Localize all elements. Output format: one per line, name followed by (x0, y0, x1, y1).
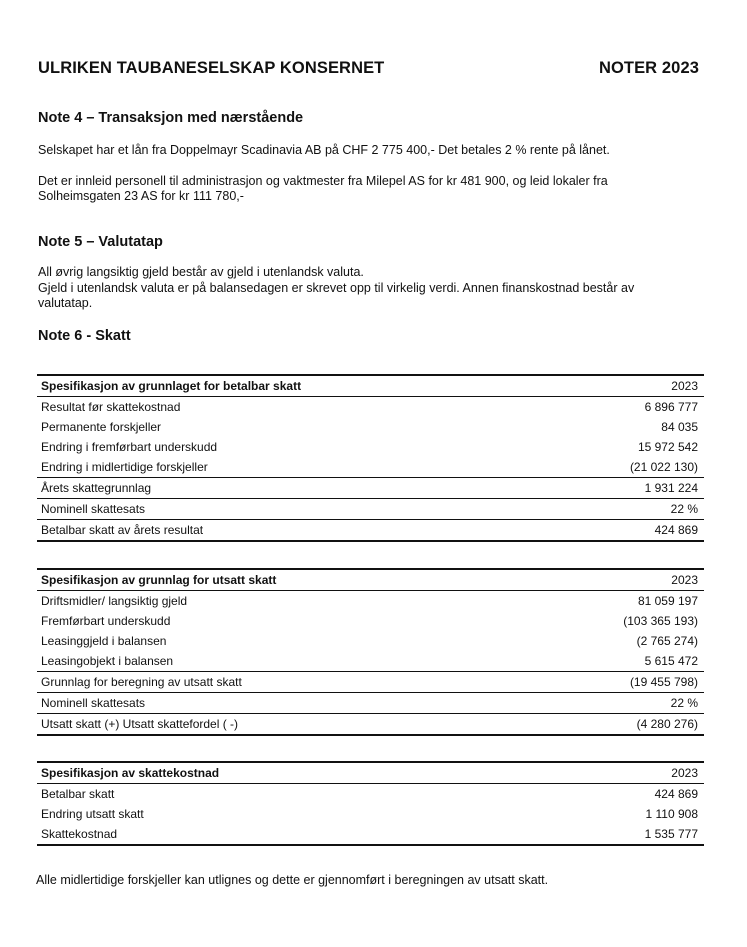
table-row (37, 693, 704, 714)
row-value: 424 869 (654, 787, 698, 801)
footer-note: Alle midlertidige forskjeller kan utlignes og dette er gjennomført i beregningen av utsatt skatt. (36, 873, 549, 887)
page-header (38, 59, 699, 81)
taxable-income-table (37, 374, 704, 542)
table-row (37, 784, 704, 805)
row-value: 1 931 224 (554, 478, 704, 499)
table-row (37, 591, 704, 612)
company-title: ULRIKEN TAUBANESELSKAP KONSERNET (38, 59, 385, 77)
row-label: Driftsmidler/ langsiktig gjeld (41, 594, 188, 608)
row-value: 1 535 777 (535, 824, 705, 845)
table-row (37, 417, 704, 437)
row-label: Nominell skattesats (37, 693, 532, 714)
table-header: Spesifikasjon av skattekostnad (37, 762, 535, 784)
row-value: (2 765 274) (636, 634, 698, 648)
row-label: Betalbar skatt av årets resultat (37, 520, 554, 542)
table-row (37, 651, 704, 672)
table-row (37, 457, 704, 478)
row-value: 22 % (554, 499, 704, 520)
row-value: 22 % (532, 693, 704, 714)
row-label: Betalbar skatt (41, 787, 115, 801)
row-value: 1 110 908 (645, 807, 698, 821)
table-row (37, 804, 704, 824)
row-label: Leasingobjekt i balansen (41, 654, 174, 668)
table-header-row (37, 375, 704, 397)
row-value: (4 280 276) (532, 714, 704, 736)
row-value: 424 869 (554, 520, 704, 542)
deferred-tax-table (37, 568, 704, 736)
note5-title: Note 5 – Valutatap (38, 234, 163, 250)
row-label: Utsatt skatt (+) Utsatt skattefordel ( -) (37, 714, 532, 736)
row-label: Endring i midlertidige forskjeller (41, 460, 208, 474)
table-row (37, 824, 704, 845)
table-row (37, 611, 704, 631)
table-row (37, 672, 704, 693)
table-year: 2023 (532, 569, 704, 591)
tax-expense-table (37, 761, 704, 846)
row-value: (21 022 130) (629, 460, 698, 474)
table-header-row (37, 762, 704, 784)
table-row (37, 714, 704, 736)
row-label: Årets skattegrunnlag (37, 478, 554, 499)
note4-paragraph-2: Det er innleid personell til administrasjon og vaktmester fra Milepel AS for kr 481 900, og leid lokaler fra Solheimsgaten 23 AS for kr 111 780,- (38, 174, 608, 203)
section-title: NOTER 2023 (598, 59, 699, 77)
row-value: (103 365 193) (623, 614, 698, 628)
table-row (37, 499, 704, 520)
row-label: Skattekostnad (37, 824, 535, 845)
row-value: 6 896 777 (644, 400, 698, 414)
row-value: 15 972 542 (637, 440, 698, 454)
row-value: 81 059 197 (637, 594, 698, 608)
row-value: 84 035 (661, 420, 698, 434)
note4-title: Note 4 – Transaksjon med nærstående (38, 110, 304, 126)
row-label: Permanente forskjeller (41, 420, 162, 434)
table-header-row (37, 569, 704, 591)
table-header: Spesifikasjon av grunnlag for utsatt skatt (37, 569, 532, 591)
table-year: 2023 (554, 375, 704, 397)
row-label: Nominell skattesats (37, 499, 554, 520)
row-label: Fremførbart underskudd (41, 614, 171, 628)
table-row (37, 520, 704, 542)
table-row (37, 631, 704, 651)
note6-title: Note 6 - Skatt (38, 328, 131, 344)
table-row (37, 437, 704, 457)
note4-paragraph-1: Selskapet har et lån fra Doppelmayr Scadinavia AB på CHF 2 775 400,- Det betales 2 % rente på lånet. (38, 143, 610, 157)
row-label: Endring utsatt skatt (41, 807, 144, 821)
row-label: Leasinggjeld i balansen (41, 634, 167, 648)
row-label: Endring i fremførbart underskudd (41, 440, 218, 454)
table-year: 2023 (535, 762, 705, 784)
row-label: Grunnlag for beregning av utsatt skatt (37, 672, 532, 693)
table-header: Spesifikasjon av grunnlaget for betalbar skatt (37, 375, 554, 397)
note5-line-1: All øvrig langsiktig gjeld består av gjeld i utenlandsk valuta. (38, 265, 364, 279)
row-value: (19 455 798) (532, 672, 704, 693)
row-value: 5 615 472 (644, 654, 698, 668)
table-row (37, 478, 704, 499)
note5-line-2: Gjeld i utenlandsk valuta er på balansedagen er skrevet opp til virkelig verdi. Annen finanskostnad består av valutatap. (38, 281, 635, 310)
row-label: Resultat før skattekostnad (41, 400, 181, 414)
table-row (37, 397, 704, 418)
